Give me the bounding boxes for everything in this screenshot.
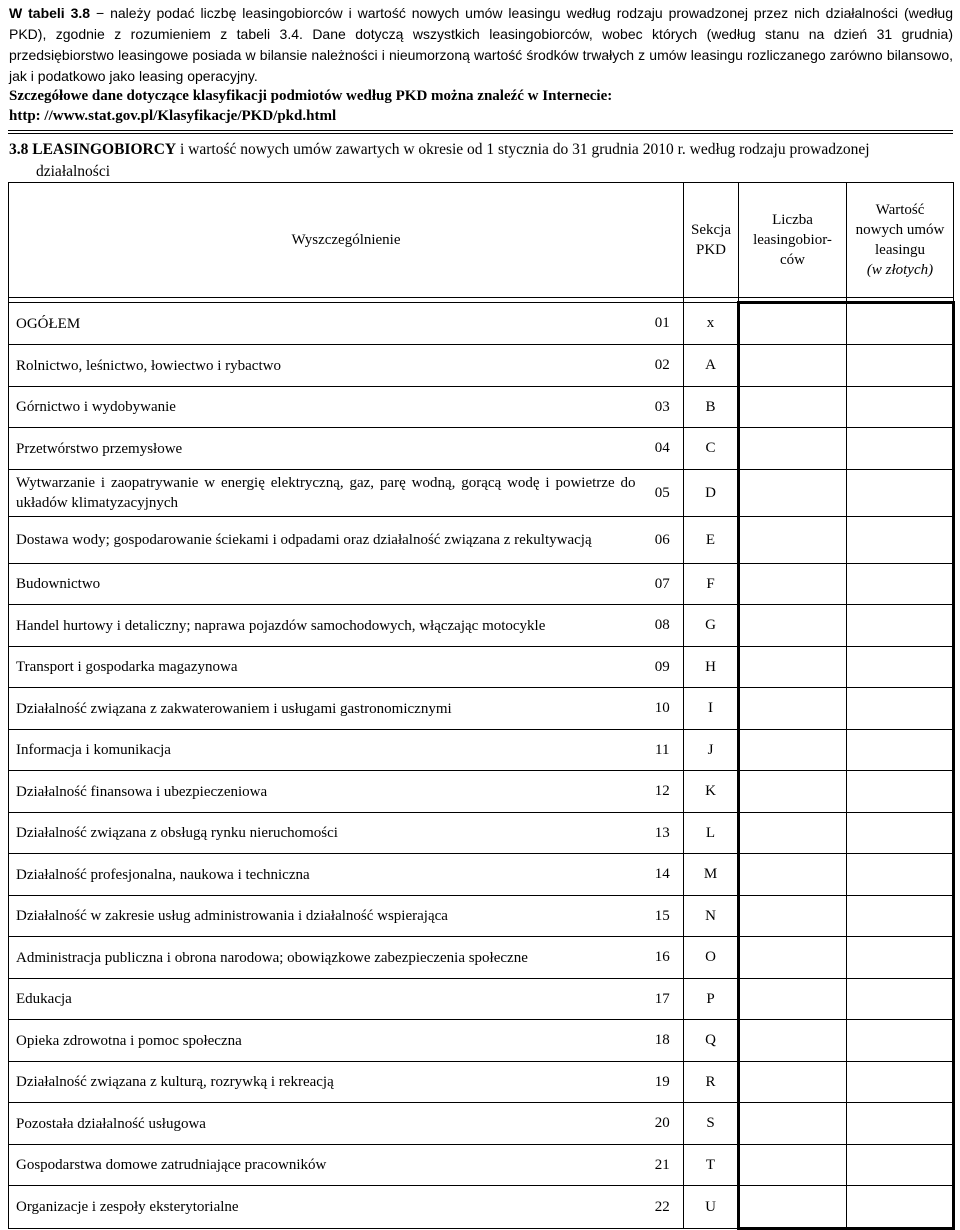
row-section: O (684, 937, 739, 979)
row-label: Działalność związana z zakwaterowaniem i usługami gastronomicznymi (9, 688, 642, 730)
header-wartosc-line: leasingu (875, 242, 925, 258)
table-row (9, 605, 954, 647)
row-label: Wytwarzanie i zaopatrywanie w energię elektryczną, gaz, parę wodną, gorącą wodę i powietrze do układów klimatyzacyjnych (9, 470, 642, 517)
liczba-input-cell[interactable] (739, 605, 847, 647)
table-row (9, 979, 954, 1020)
header-liczba-line: ców (780, 252, 805, 268)
wartosc-input-cell[interactable] (847, 345, 954, 387)
table-row (9, 1062, 954, 1103)
row-section: I (684, 688, 739, 730)
wartosc-input-cell[interactable] (847, 1020, 954, 1062)
row-section: N (684, 896, 739, 937)
row-label: Pozostała działalność usługowa (9, 1103, 642, 1145)
table-row (9, 1103, 954, 1145)
row-label: Transport i gospodarka magazynowa (9, 647, 642, 688)
wartosc-input-cell[interactable] (847, 1062, 954, 1103)
table-row (9, 387, 954, 428)
wartosc-input-cell[interactable] (847, 564, 954, 605)
row-number: 19 (642, 1062, 684, 1103)
row-label: Dostawa wody; gospodarowanie ściekami i odpadami oraz działalność związana z rekultywacją (9, 517, 642, 564)
row-number: 03 (642, 387, 684, 428)
wartosc-input-cell[interactable] (847, 428, 954, 470)
header-liczba-line: leasingobior- (753, 232, 832, 248)
table-row (9, 345, 954, 387)
table-body (9, 298, 954, 1229)
row-section: G (684, 605, 739, 647)
table-row (9, 730, 954, 771)
liczba-input-cell[interactable] (739, 470, 847, 517)
liczba-input-cell[interactable] (739, 387, 847, 428)
row-number: 11 (642, 730, 684, 771)
table-row (9, 303, 954, 345)
row-section: B (684, 387, 739, 428)
row-label: Górnictwo i wydobywanie (9, 387, 642, 428)
header-wartosc (847, 183, 954, 298)
row-label: Organizacje i zespoły eksterytorialne (9, 1186, 642, 1229)
table-row (9, 896, 954, 937)
row-number: 15 (642, 896, 684, 937)
row-section: L (684, 813, 739, 854)
row-label: Opieka zdrowotna i pomoc społeczna (9, 1020, 642, 1062)
row-number: 01 (642, 303, 684, 345)
liczba-input-cell[interactable] (739, 564, 847, 605)
row-section: D (684, 470, 739, 517)
wartosc-input-cell[interactable] (847, 730, 954, 771)
row-label: Działalność w zakresie usług administrowania i działalność wspierająca (9, 896, 642, 937)
header-liczba-line: Liczba (772, 212, 813, 228)
pkd-reference-note (9, 86, 953, 126)
row-section: C (684, 428, 739, 470)
pkd-note-url: http: //www.stat.gov.pl/Klasyfikacje/PKD/pkd.html (9, 108, 337, 124)
row-section: J (684, 730, 739, 771)
table-title-text: i wartość nowych umów zawartych w okresie od 1 stycznia do 31 grudnia 2010 r. według rodzaju prowadzonej (176, 141, 870, 158)
row-number: 18 (642, 1020, 684, 1062)
header-sekcja-pkd (684, 183, 739, 298)
row-number: 09 (642, 647, 684, 688)
row-label: Gospodarstwa domowe zatrudniające pracowników (9, 1145, 642, 1186)
leasing-table (8, 182, 955, 1230)
table-row (9, 688, 954, 730)
table-row (9, 470, 954, 517)
row-label: Handel hurtowy i detaliczny; naprawa pojazdów samochodowych, włączając motocykle (9, 605, 642, 647)
table-row (9, 564, 954, 605)
table-title-continuation: działalności (36, 163, 111, 180)
wartosc-input-cell[interactable] (847, 1186, 954, 1229)
divider-line (8, 133, 953, 134)
liczba-input-cell[interactable] (739, 647, 847, 688)
wartosc-input-cell[interactable] (847, 303, 954, 345)
row-number: 16 (642, 937, 684, 979)
wartosc-input-cell[interactable] (847, 605, 954, 647)
liczba-input-cell[interactable] (739, 428, 847, 470)
row-number: 07 (642, 564, 684, 605)
table-row (9, 771, 954, 813)
table-row (9, 1145, 954, 1186)
row-section: U (684, 1186, 739, 1229)
instruction-text: − należy podać liczbę leasingobiorców i wartość nowych umów leasingu według rodzaju prowadzonej przez nich działalności (według PKD), zgodnie z rozumieniem z tabeli 3.4. Dane dotyczą wszystkich leasingobiorców, wobec których (według stanu na dzień 31 grudnia) przedsiębiorstwo leasingowe posiada w bilansie należności i nieumorzoną wartość środków trwałych z umów leasingu rozliczanego zarówno bilansowo, jak i podatkowo jako leasing operacyjny. (9, 5, 953, 84)
liczba-input-cell[interactable] (739, 1020, 847, 1062)
table-row (9, 937, 954, 979)
liczba-input-cell[interactable] (739, 688, 847, 730)
liczba-input-cell[interactable] (739, 937, 847, 979)
row-number: 20 (642, 1103, 684, 1145)
row-number: 05 (642, 470, 684, 517)
row-label: Działalność związana z obsługą rynku nieruchomości (9, 813, 642, 854)
header-liczba (739, 183, 847, 298)
row-number: 02 (642, 345, 684, 387)
table-row (9, 517, 954, 564)
row-section: x (684, 303, 739, 345)
header-wartosc-line: Wartość (875, 202, 925, 218)
wartosc-input-cell[interactable] (847, 1145, 954, 1186)
liczba-input-cell[interactable] (739, 517, 847, 564)
liczba-input-cell[interactable] (739, 1103, 847, 1145)
liczba-input-cell[interactable] (739, 730, 847, 771)
wartosc-input-cell[interactable] (847, 647, 954, 688)
wartosc-input-cell[interactable] (847, 854, 954, 896)
row-section: M (684, 854, 739, 896)
row-number: 04 (642, 428, 684, 470)
liczba-input-cell[interactable] (739, 896, 847, 937)
row-number: 17 (642, 979, 684, 1020)
row-number: 06 (642, 517, 684, 564)
instruction-lead: W tabeli 3.8 (9, 5, 91, 21)
row-label: OGÓŁEM (9, 303, 642, 345)
liczba-input-cell[interactable] (739, 1062, 847, 1103)
liczba-input-cell[interactable] (739, 1145, 847, 1186)
row-number: 22 (642, 1186, 684, 1229)
wartosc-input-cell[interactable] (847, 1103, 954, 1145)
table-row (9, 813, 954, 854)
liczba-input-cell[interactable] (739, 303, 847, 345)
table-row (9, 647, 954, 688)
wartosc-input-cell[interactable] (847, 896, 954, 937)
wartosc-input-cell[interactable] (847, 771, 954, 813)
wartosc-input-cell[interactable] (847, 517, 954, 564)
row-label: Działalność finansowa i ubezpieczeniowa (9, 771, 642, 813)
table-row (9, 428, 954, 470)
row-label: Działalność związana z kulturą, rozrywką i rekreacją (9, 1062, 642, 1103)
liczba-input-cell[interactable] (739, 1186, 847, 1229)
pkd-note-text: Szczegółowe dane dotyczące klasyfikacji podmiotów według PKD można znaleźć w Internecie: (9, 88, 613, 104)
row-section: F (684, 564, 739, 605)
wartosc-input-cell[interactable] (847, 688, 954, 730)
wartosc-input-cell[interactable] (847, 979, 954, 1020)
table-row (9, 1020, 954, 1062)
row-section: H (684, 647, 739, 688)
liczba-input-cell[interactable] (739, 771, 847, 813)
row-label: Budownictwo (9, 564, 642, 605)
header-description: Wyszczególnienie (9, 183, 684, 298)
row-label: Administracja publiczna i obrona narodowa; obowiązkowe zabezpieczenia społeczne (9, 937, 642, 979)
table-title (9, 139, 953, 183)
table-row (9, 1186, 954, 1229)
row-section: T (684, 1145, 739, 1186)
row-number: 13 (642, 813, 684, 854)
instruction-paragraph (9, 3, 953, 87)
wartosc-input-cell[interactable] (847, 470, 954, 517)
table-row (9, 854, 954, 896)
row-section: E (684, 517, 739, 564)
liczba-input-cell[interactable] (739, 345, 847, 387)
liczba-input-cell[interactable] (739, 854, 847, 896)
header-sekcja-line: Sekcja (691, 222, 731, 238)
row-label: Działalność profesjonalna, naukowa i techniczna (9, 854, 642, 896)
liczba-input-cell[interactable] (739, 813, 847, 854)
wartosc-input-cell[interactable] (847, 387, 954, 428)
wartosc-input-cell[interactable] (847, 813, 954, 854)
wartosc-input-cell[interactable] (847, 937, 954, 979)
row-number: 21 (642, 1145, 684, 1186)
row-label: Rolnictwo, leśnictwo, łowiectwo i rybactwo (9, 345, 642, 387)
row-label: Informacja i komunikacja (9, 730, 642, 771)
row-number: 12 (642, 771, 684, 813)
liczba-input-cell[interactable] (739, 979, 847, 1020)
row-section: R (684, 1062, 739, 1103)
row-number: 14 (642, 854, 684, 896)
divider-line (8, 130, 953, 131)
row-label: Przetwórstwo przemysłowe (9, 428, 642, 470)
header-wartosc-line: nowych umów (855, 222, 945, 238)
row-section: S (684, 1103, 739, 1145)
row-section: K (684, 771, 739, 813)
row-number: 08 (642, 605, 684, 647)
header-wartosc-unit: (w złotych) (866, 262, 934, 278)
header-pkd-line: PKD (695, 242, 726, 258)
table-header (9, 183, 954, 298)
row-label: Edukacja (9, 979, 642, 1020)
row-section: A (684, 345, 739, 387)
table-number: 3.8 LEASINGOBIORCY (9, 141, 177, 158)
row-section: P (684, 979, 739, 1020)
row-section: Q (684, 1020, 739, 1062)
row-number: 10 (642, 688, 684, 730)
